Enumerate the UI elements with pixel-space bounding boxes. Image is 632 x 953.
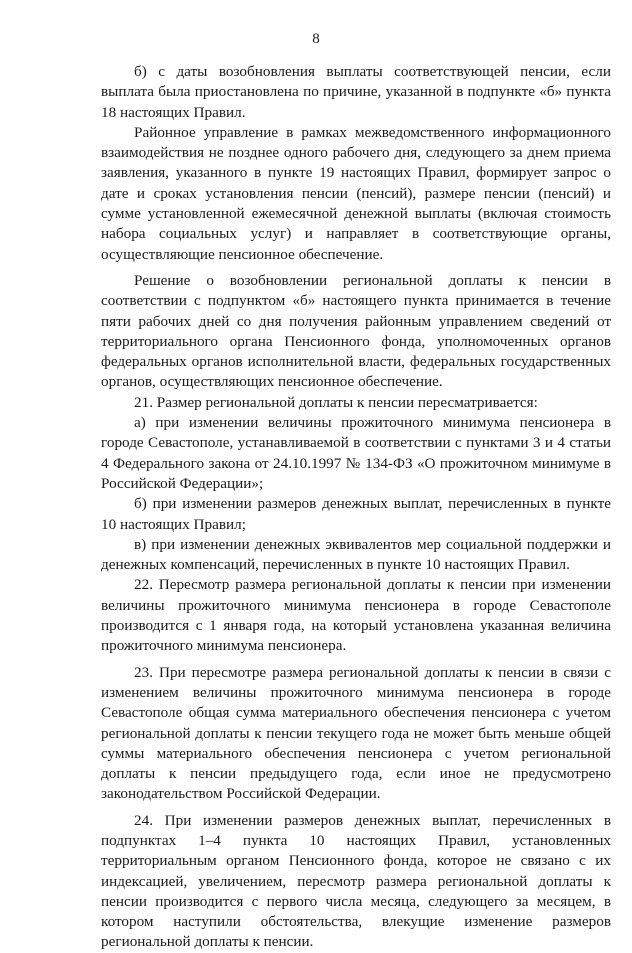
paragraph-b-resumption: б) с даты возобновления выплаты соответствующей пенсии, если выплата была приостановлена по причине, указанной в подпункте «б» пункта 18 настоящих Правил.: [101, 63, 611, 121]
paragraph-21-heading: 21. Размер региональной доплаты к пенсии пересматривается:: [134, 393, 538, 411]
paragraph-21-b: б) при изменении размеров денежных выплат, перечисленных в пункте 10 настоящих Правил;: [101, 495, 611, 533]
paragraph-resumption-decision: Решение о возобновлении региональной доплаты к пенсии в соответствии с подпунктом «б» настоящего пункта принимается в течение пяти рабочих дней со дня получения районным управлением сведений от территориального органа Пенсионного фонда, уполномоченных органов федеральных органов исполнительной власти, федеральных государственных органов, осуществляющих пенсионное обеспечение.: [101, 271, 611, 391]
paragraph-23: 23. При пересмотре размера региональной доплаты к пенсии в связи с изменением величины прожиточного минимума пенсионера в городе Севастополе общая сумма материального обеспечения пенсионера с учетом региональной доплаты к пенсии текущего года не может быть меньше общей суммы материального обеспечения пенсионера с учетом региональной доплаты к пенсии предыдущего года, если иное не предусмотрено законодательством Российской Федерации.: [101, 663, 611, 803]
paragraph-21-v: в) при изменении денежных эквивалентов мер социальной поддержки и денежных компенсаций, перечисленных в пункте 10 настоящих Правил.: [101, 535, 611, 574]
paragraph-21-a: а) при изменении величины прожиточного минимума пенсионера в городе Севастополе, устанавливаемой в соответствии с пунктами 3 и 4 статьи 4 Федерального закона от 24.10.1997 № 134-ФЗ «О прожиточном минимуме в Российской Федерации»;: [101, 414, 611, 492]
document-body: [101, 62, 611, 953]
page-number: 8: [312, 31, 320, 47]
paragraph-24: 24. При изменении размеров денежных выплат, перечисленных в подпунктах 1–4 пункта 10 настоящих Правил, установленных территориальным органом Пенсионного фонда, которое не связано с их индексацией, увеличением, пересмотр размера региональной доплаты к пенсии производится с первого числа месяца, следующего за месяцем, в котором наступили обстоятельства, влекущие изменение размеров региональной доплаты к пенсии.: [101, 811, 611, 951]
paragraph-district-request: Районное управление в рамках межведомственного информационного взаимодействия не позднее одного рабочего дня, следующего за днем приема заявления, указанного в пункте 19 настоящих Правил, формирует запрос о дате и сроках установления пенсии (пенсий), размере пенсии (пенсий) и сумме установленной ежемесячной денежной выплаты (включая стоимость набора социальных услуг) и направляет в соответствующие органы, осуществляющие пенсионное обеспечение.: [101, 123, 611, 263]
paragraph-22: 22. Пересмотр размера региональной доплаты к пенсии при изменении величины прожиточного минимума пенсионера в городе Севастополе производится с 1 января года, на который установлена указанная величина прожиточного минимума пенсионера.: [101, 576, 611, 655]
